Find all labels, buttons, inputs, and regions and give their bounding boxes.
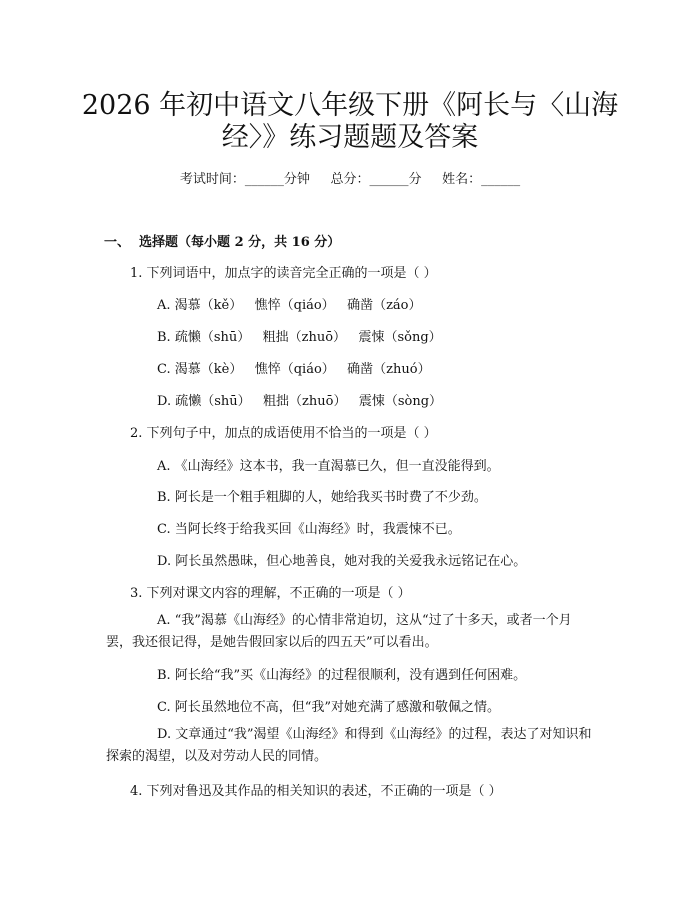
document-title-line-1: 2026 年初中语文八年级下册《阿长与〈山海 xyxy=(81,90,619,121)
question-1-stem: 1. 下列词语中，加点字的读音完全正确的一项是（ ） xyxy=(130,266,437,281)
question-3-option-c: C. 阿长虽然地位不高，但“我”对她充满了感激和敬佩之情。 xyxy=(157,700,501,715)
question-2-stem: 2. 下列句子中，加点的成语使用不恰当的一项是（ ） xyxy=(130,426,437,441)
question-3-option-d: D. 文章通过“我”渴望《山海经》和得到《山海经》的过程，表达了对知识和探索的渴望，以及对劳动人民的同情。 xyxy=(106,727,592,764)
question-1-option-c: C. 渴慕（kè） 憔悴（qiáo） 确凿（zhuó） xyxy=(157,362,431,377)
question-1-option-b: B. 疏懒（shū） 粗拙（zhuō） 震悚（sǒng） xyxy=(157,330,442,345)
question-2-option-b: B. 阿长是一个粗手粗脚的人，她给我买书时费了不少劲。 xyxy=(157,490,487,505)
question-3-stem: 3. 下列对课文内容的理解，不正确的一项是（ ） xyxy=(130,586,411,601)
question-4-stem: 4. 下列对鲁迅及其作品的相关知识的表述，不正确的一项是（ ） xyxy=(130,784,502,799)
question-1-option-a: A. 渴慕（kě） 憔悴（qiáo） 确凿（záo） xyxy=(157,298,422,313)
document-title-line-2: 经〉》练习题题及答案 xyxy=(221,122,479,153)
question-1-option-d: D. 疏懒（shū） 粗拙（zhuō） 震悚（sòng） xyxy=(157,394,443,409)
question-3-option-b: B. 阿长给“我”买《山海经》的过程很顺利，没有遇到任何困难。 xyxy=(157,668,527,683)
question-2-option-a: A. 《山海经》这本书，我一直渴慕已久，但一直没能得到。 xyxy=(157,459,500,474)
question-2-option-d: D. 阿长虽然愚昧，但心地善良，她对我的关爱我永远铭记在心。 xyxy=(157,554,527,569)
exam-info: 考试时间：______分钟 总分：______分 姓名：______ xyxy=(179,172,521,187)
question-2-option-c: C. 当阿长终于给我买回《山海经》时，我震悚不已。 xyxy=(157,522,461,537)
question-3-option-a: A. “我”渴慕《山海经》的心情非常迫切，这从“过了十多天，或者一个月罢，我还很记得，是她告假回家以后的四五天”可以看出。 xyxy=(106,613,572,650)
section-heading-choice: 一、 选择题（每小题 2 分，共 16 分） xyxy=(104,235,341,250)
